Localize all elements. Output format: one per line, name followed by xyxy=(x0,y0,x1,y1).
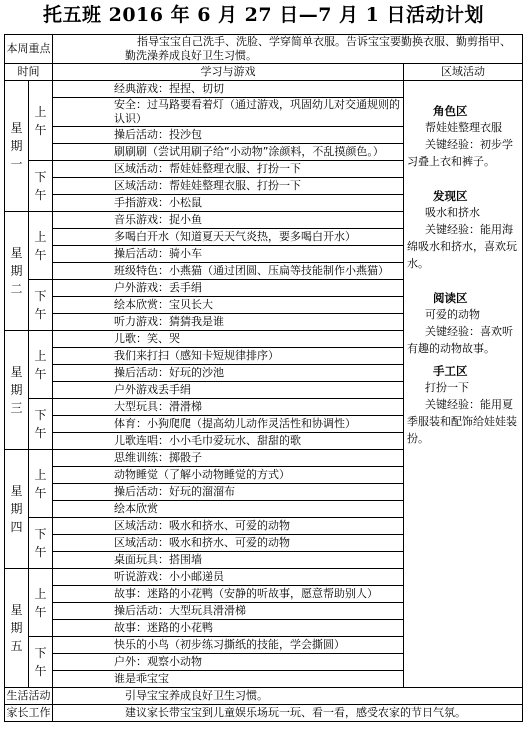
area-name: 发现区 xyxy=(433,189,468,203)
day-label: 星期三 xyxy=(5,331,29,450)
area-block xyxy=(407,363,519,447)
area-activity: 可爱的动物 xyxy=(425,308,480,321)
activity-cell: 操后活动：好玩的沙池 xyxy=(53,365,404,382)
footer-row xyxy=(5,688,523,705)
half-day-label: 下午 xyxy=(29,637,53,688)
footer-row xyxy=(5,705,523,722)
area-block xyxy=(407,103,519,170)
activity-cell: 户外游戏丢手绢 xyxy=(53,382,404,399)
activity-cell: 班级特色：小燕猫（通过团圆、压扁等技能制作小燕猫） xyxy=(53,263,404,280)
activity-cell: 操后活动：大型玩具滑滑梯 xyxy=(53,603,404,620)
activity-cell: 绘本欣赏 xyxy=(53,501,404,518)
half-day-label: 上午 xyxy=(29,569,53,637)
weekly-focus-label: 本周重点 xyxy=(5,35,53,64)
area-name: 角色区 xyxy=(433,104,468,118)
half-day-label: 上午 xyxy=(29,331,53,399)
area-name: 手工区 xyxy=(433,364,468,378)
activity-cell: 操后活动：骑小车 xyxy=(53,246,404,263)
area-block xyxy=(407,290,519,357)
activity-cell: 儿歌：笑、哭 xyxy=(53,331,404,348)
footer-label: 生活活动 xyxy=(5,688,53,705)
activity-cell: 经典游戏：捏捏、切切 xyxy=(53,81,404,98)
activity-row xyxy=(5,81,523,98)
header-area: 区域活动 xyxy=(404,64,523,81)
day-label: 星期四 xyxy=(5,450,29,569)
half-day-label: 下午 xyxy=(29,518,53,569)
day-label: 星期五 xyxy=(5,569,29,688)
activity-cell: 户外游戏：丢手绢 xyxy=(53,280,404,297)
header-time: 时间 xyxy=(5,64,53,81)
activity-cell: 区域活动：吸水和挤水、可爱的动物 xyxy=(53,535,404,552)
area-key-experience: 关键经验：喜欢听有趣的动物故事。 xyxy=(407,325,513,355)
header-study: 学习与游戏 xyxy=(53,64,404,81)
activity-plan-table xyxy=(4,34,523,722)
area-key-experience: 关键经验：初步学习叠上衣和裤子。 xyxy=(407,138,513,168)
header-row xyxy=(5,64,523,81)
activity-cell: 绘本欣赏：宝贝长大 xyxy=(53,297,404,314)
activity-cell: 我们来打扫（感知卡短规律排序） xyxy=(53,348,404,365)
area-activity: 打扮一下 xyxy=(425,381,469,394)
half-day-label: 下午 xyxy=(29,161,53,212)
footer-text: 建议家长带宝宝到儿童娱乐场玩一玩、看一看，感受农家的节日气氛。 xyxy=(53,705,523,722)
activity-cell: 桌面玩具：搭围墙 xyxy=(53,552,404,569)
activity-cell: 听说游戏：小小邮递员 xyxy=(53,569,404,586)
footer-label: 家长工作 xyxy=(5,705,53,722)
activity-cell: 谁是乖宝宝 xyxy=(53,671,404,688)
activity-cell: 思维训练：掷骰子 xyxy=(53,450,404,467)
activity-cell: 大型玩具：滑滑梯 xyxy=(53,399,404,416)
activity-cell: 区域活动：帮娃娃整理衣服、打扮一下 xyxy=(53,161,404,178)
page-title: 托五班 2016 年 6 月 27 日—7 月 1 日活动计划 xyxy=(42,4,484,26)
day-label: 星期二 xyxy=(5,212,29,331)
activity-cell: 动物睡觉（了解小动物睡觉的方式） xyxy=(53,467,404,484)
activity-cell: 区域活动：吸水和挤水、可爱的动物 xyxy=(53,518,404,535)
activity-cell: 体育：小狗爬爬（提高幼儿动作灵活性和协调性） xyxy=(53,416,404,433)
activity-cell: 操后活动：投沙包 xyxy=(53,127,404,144)
activity-cell: 手指游戏：小松鼠 xyxy=(53,195,404,212)
activity-cell: 故事：迷路的小花鸭（安静的听故事，愿意帮助别人） xyxy=(53,586,404,603)
area-block xyxy=(407,188,519,272)
half-day-label: 上午 xyxy=(29,450,53,518)
activity-cell: 听力游戏：猜猜我是谁 xyxy=(53,314,404,331)
area-activity: 吸水和挤水 xyxy=(425,206,480,219)
activity-cell: 儿歌连唱：小小毛巾爱玩水、甜甜的歌 xyxy=(53,433,404,450)
activity-cell: 故事：迷路的小花鸭 xyxy=(53,620,404,637)
area-key-experience: 关键经验：能用夏季服装和配饰给娃娃装扮。 xyxy=(407,398,517,445)
half-day-label: 上午 xyxy=(29,81,53,161)
half-day-label: 上午 xyxy=(29,212,53,280)
activity-cell: 区域活动：帮娃娃整理衣服、打扮一下 xyxy=(53,178,404,195)
weekly-focus-row xyxy=(5,35,523,64)
activity-cell: 刷刷刷（尝试用刷子给“小动物”涂颜料，不乱摸颜色。） xyxy=(53,144,404,161)
area-key-experience: 关键经验：能用海绵吸水和挤水，喜欢玩水。 xyxy=(407,223,517,270)
activity-cell: 操后活动：好玩的溜溜布 xyxy=(53,484,404,501)
footer-text: 引导宝宝养成良好卫生习惯。 xyxy=(53,688,523,705)
activity-cell: 户外：观察小动物 xyxy=(53,654,404,671)
activity-cell: 快乐的小鸟（初步练习撕纸的技能，学会撕圆） xyxy=(53,637,404,654)
area-activities xyxy=(404,81,523,688)
activity-cell: 音乐游戏：捉小鱼 xyxy=(53,212,404,229)
weekly-focus-text: 指导宝宝自己洗手、洗脸、学穿简单衣服。告诉宝宝要勤换衣服、勤剪指甲、勤洗澡养成良好卫生习惯。 xyxy=(53,35,523,64)
area-name: 阅读区 xyxy=(433,291,468,305)
activity-cell: 多喝白开水（知道夏天天气炎热，要多喝白开水） xyxy=(53,229,404,246)
area-activity: 帮娃娃整理衣服 xyxy=(425,121,502,134)
half-day-label: 下午 xyxy=(29,280,53,331)
half-day-label: 下午 xyxy=(29,399,53,450)
activity-cell: 安全：过马路要看着灯（通过游戏，巩固幼儿对交通规则的认识） xyxy=(53,98,404,127)
day-label: 星期一 xyxy=(5,81,29,212)
